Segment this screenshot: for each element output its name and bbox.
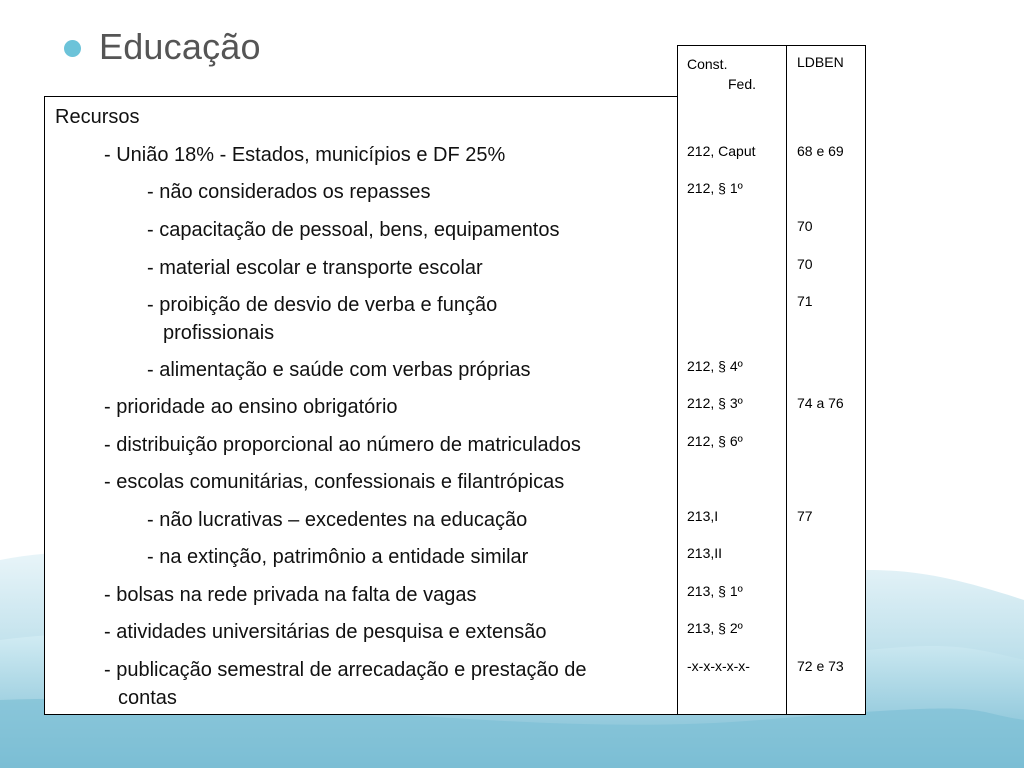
slide-title-row xyxy=(64,24,261,70)
row-const-ref: 212, § 3º xyxy=(687,395,743,411)
row-text: - bolsas na rede privada na falta de vagas xyxy=(104,584,477,606)
header-ldben-label: LDBEN xyxy=(797,54,844,70)
legal-references-table xyxy=(44,96,866,715)
slide-title: Educação xyxy=(99,26,261,67)
row-const-ref: 213,II xyxy=(687,545,723,561)
row-const-ref: 213,I xyxy=(687,508,719,524)
column-divider-const xyxy=(677,97,678,714)
row-const-ref: 212, Caput xyxy=(687,143,756,159)
row-const-ref: 212, § 1º xyxy=(687,180,743,196)
row-text-continuation: profissionais xyxy=(163,322,275,344)
row-text: - capacitação de pessoal, bens, equipamentos xyxy=(147,219,560,241)
row-text: - escolas comunitárias, confessionais e filantrópicas xyxy=(104,471,565,493)
row-const-ref: 212, § 6º xyxy=(687,433,743,449)
row-const-ref: 213, § 2º xyxy=(687,620,743,636)
header-const-line1: Const. xyxy=(687,56,728,72)
row-text: - União 18% - Estados, municípios e DF 25% xyxy=(104,144,506,166)
row-text: - prioridade ao ensino obrigatório xyxy=(104,396,398,418)
row-const-ref: -x-x-x-x-x- xyxy=(687,658,750,674)
row-text: Recursos xyxy=(55,106,140,128)
row-text: - distribuição proporcional ao número de matriculados xyxy=(104,434,581,456)
header-ldben xyxy=(786,45,866,97)
row-text: - material escolar e transporte escolar xyxy=(147,257,483,279)
row-text: - não lucrativas – excedentes na educação xyxy=(147,509,528,531)
row-ldben-ref: 70 xyxy=(797,218,813,234)
row-text: - proibição de desvio de verba e função xyxy=(147,294,498,316)
row-ldben-ref: 70 xyxy=(797,256,813,272)
header-const-fed xyxy=(677,45,787,97)
row-text: - não considerados os repasses xyxy=(147,181,431,203)
row-text-continuation: contas xyxy=(118,687,177,709)
title-bullet-icon xyxy=(64,40,81,57)
row-ldben-ref: 77 xyxy=(797,508,813,524)
row-ldben-ref: 68 e 69 xyxy=(797,143,844,159)
row-text: - alimentação e saúde com verbas próprias xyxy=(147,359,531,381)
column-divider-ldben xyxy=(786,97,787,714)
row-const-ref: 212, § 4º xyxy=(687,358,743,374)
row-text: - publicação semestral de arrecadação e prestação de xyxy=(104,659,587,681)
row-ldben-ref: 74 a 76 xyxy=(797,395,844,411)
row-text: - atividades universitárias de pesquisa e extensão xyxy=(104,621,547,643)
row-const-ref: 213, § 1º xyxy=(687,583,743,599)
row-text: - na extinção, patrimônio a entidade similar xyxy=(147,546,529,568)
row-ldben-ref: 72 e 73 xyxy=(797,658,844,674)
row-ldben-ref: 71 xyxy=(797,293,813,309)
header-const-line2: Fed. xyxy=(728,76,757,92)
